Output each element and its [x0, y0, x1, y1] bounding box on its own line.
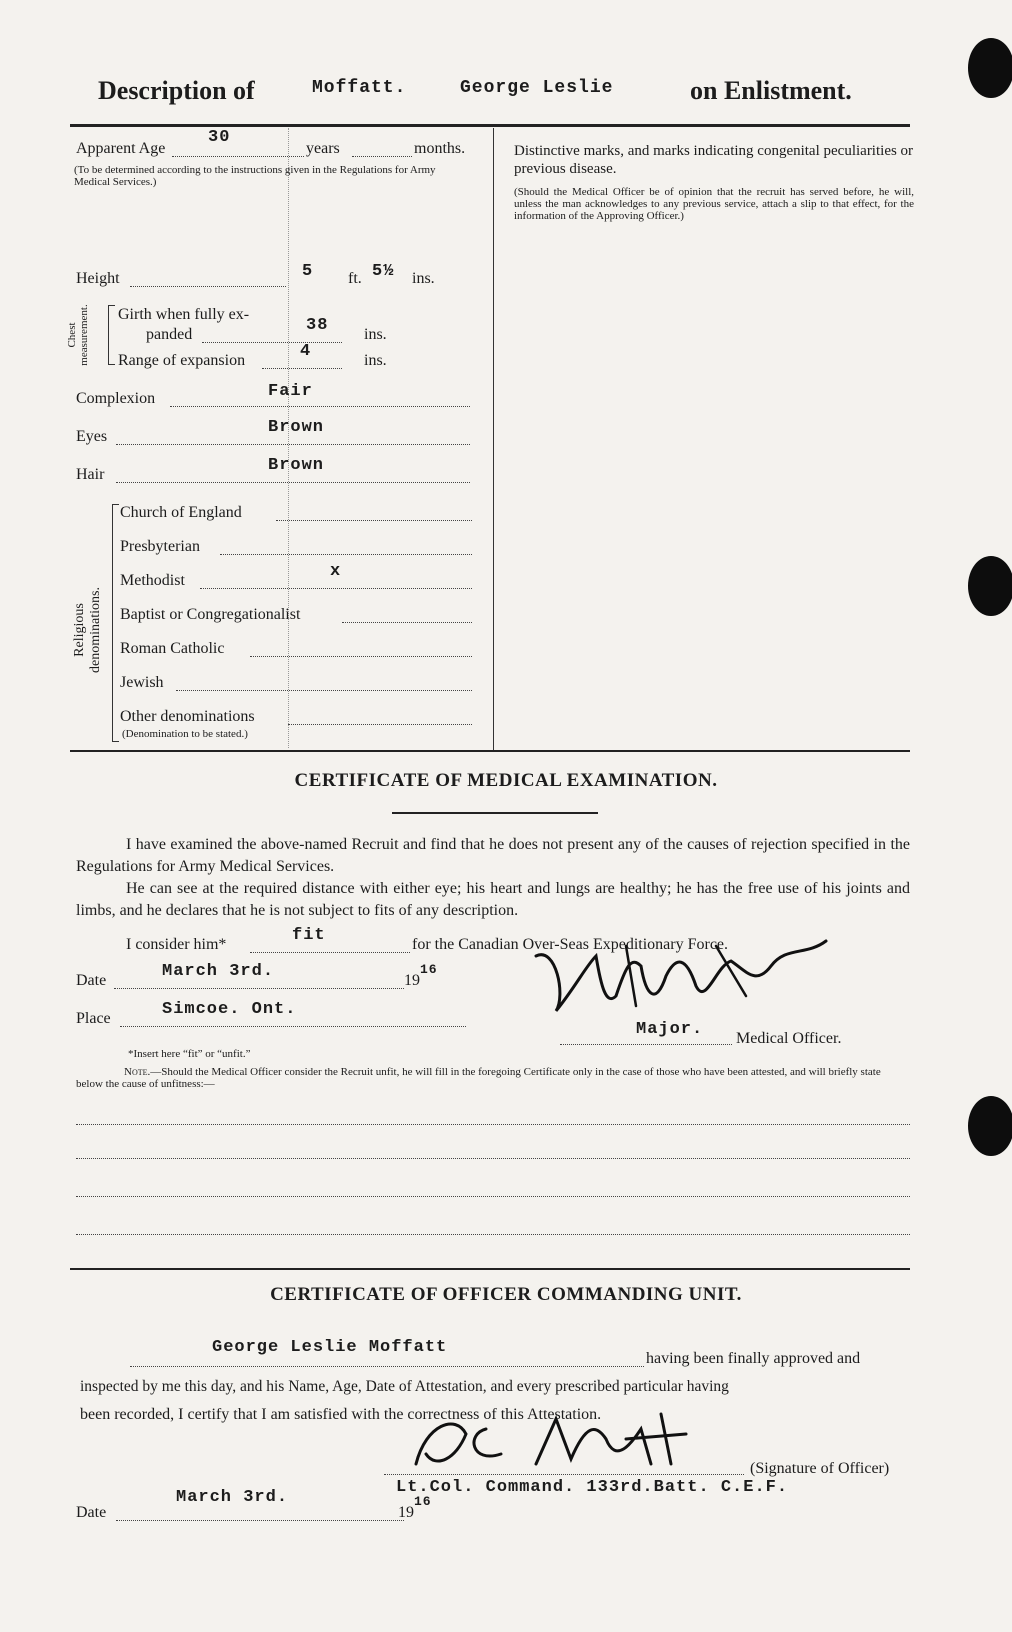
header-rule: [70, 124, 910, 127]
commanding-officer-title: Lt.Col. Command. 133rd.Batt. C.E.F.: [396, 1478, 789, 1497]
header-suffix: on Enlistment.: [690, 76, 852, 105]
denomination-note: (Denomination to be stated.): [122, 728, 248, 740]
punch-hole-top: [968, 38, 1012, 98]
years-label: years: [306, 140, 340, 157]
range-ins-label: ins.: [364, 352, 387, 369]
medical-date-dots: [114, 988, 404, 989]
medical-year-prefix: 19: [404, 972, 420, 989]
unfit-note: [76, 1066, 910, 1090]
commanding-officer-signature: [396, 1404, 716, 1484]
girth-dots: [202, 342, 342, 343]
header-surname: Moffatt.: [312, 78, 407, 98]
medical-para-2: He can see at the required distance with either eye; his heart and lungs are healthy; he has the free use of his joints and limbs, and he declares that he is not subject to fits of any description.: [76, 880, 910, 919]
punch-hole-middle: [968, 556, 1012, 616]
hair-value: Brown: [268, 456, 325, 475]
header-prefix: Description of: [98, 76, 255, 105]
religion-dots: [288, 724, 472, 725]
for-force-label: for the Canadian Over-Seas Expeditionary Force.: [412, 936, 729, 953]
recruit-name-value: George Leslie Moffatt: [212, 1338, 448, 1357]
range-value: 4: [300, 342, 312, 361]
range-dots: [262, 368, 342, 369]
complexion-dots: [170, 406, 470, 407]
signature-label: (Signature of Officer): [750, 1460, 890, 1477]
apparent-age-label: Apparent Age: [76, 140, 166, 157]
place-value: Simcoe. Ont.: [162, 1000, 297, 1019]
commanding-year-value: 16: [414, 1494, 432, 1509]
insert-note: *Insert here “fit” or “unfit.”: [128, 1048, 251, 1060]
commanding-year-prefix: 19: [398, 1504, 414, 1521]
complexion-value: Fair: [268, 382, 313, 401]
religion-side-label: Religious denominations.: [72, 587, 103, 673]
section-rule: [70, 1268, 910, 1270]
religion-dots: [250, 656, 472, 657]
religion-dots: [342, 622, 472, 623]
punch-hole-lower: [968, 1096, 1012, 1156]
chest-bracket: [108, 305, 115, 365]
complexion-label: Complexion: [76, 390, 156, 407]
medical-officer-label: Medical Officer.: [736, 1030, 842, 1047]
height-dots: [130, 286, 286, 287]
medical-officer-signature: [516, 926, 846, 1026]
note-label: Note.: [124, 1066, 151, 1078]
medical-title-underline: [392, 812, 598, 814]
eyes-value: Brown: [268, 418, 325, 437]
religion-dots: [276, 520, 472, 521]
unfitness-line: [76, 1124, 910, 1125]
age-value: 30: [208, 128, 231, 147]
recruit-name-dots: [130, 1366, 644, 1367]
hair-label: Hair: [76, 466, 105, 483]
girth-value: 38: [306, 316, 329, 335]
religion-item: Roman Catholic: [120, 640, 225, 657]
commanding-text-2: inspected by me this day, and his Name, Age, Date of Attestation, and every prescribed particular having: [80, 1378, 729, 1395]
section-rule: [70, 750, 910, 752]
distinctive-marks-heading: Distinctive marks, and marks indicating congenital peculiarities or previous disease.: [514, 143, 914, 177]
age-dots: [172, 156, 304, 157]
fit-value: fit: [292, 926, 326, 945]
commanding-certificate-title: CERTIFICATE OF OFFICER COMMANDING UNIT.: [270, 1284, 742, 1305]
religion-dots: [176, 690, 472, 691]
medical-date-value: March 3rd.: [162, 962, 275, 981]
officer-dots: [560, 1044, 732, 1045]
religion-item: Church of England: [120, 504, 242, 521]
religion-item: Methodist: [120, 572, 185, 589]
commanding-date-label: Date: [76, 1504, 107, 1521]
chest-label: Chest measurement.: [66, 304, 90, 366]
height-ft-value: 5: [302, 262, 314, 281]
unfitness-line: [76, 1234, 910, 1235]
column-divider: [493, 128, 494, 750]
unfitness-line: [76, 1196, 910, 1197]
girth-label-2: panded: [146, 326, 193, 343]
distinctive-marks-note: (Should the Medical Officer be of opinion that the recruit has served before, he will, unless the man acknowledges to any previous service, attach a slip to that effect, for the information of the Approving Officer.): [514, 186, 914, 222]
place-dots: [120, 1026, 466, 1027]
header-given-names: George Leslie: [460, 78, 614, 98]
consider-label: I consider him*: [126, 936, 227, 953]
months-label: months.: [414, 140, 466, 157]
religion-item: Presbyterian: [120, 538, 200, 555]
eyes-label: Eyes: [76, 428, 108, 445]
medical-officer-rank: Major.: [636, 1020, 704, 1039]
medical-year-value: 16: [420, 962, 438, 977]
commanding-text-3: been recorded, I certify that I am satisfied with the correctness of this Attestation.: [80, 1406, 602, 1423]
age-note: (To be determined according to the instructions given in the Regulations for Army Medical Services.): [74, 164, 436, 188]
signature-dots: [384, 1474, 744, 1475]
religion-dots: [200, 588, 472, 589]
fit-dots: [250, 952, 410, 953]
religion-bracket: [112, 504, 119, 742]
religion-item: Jewish: [120, 674, 164, 691]
medical-certificate-title: CERTIFICATE OF MEDICAL EXAMINATION.: [294, 770, 718, 791]
note-text: —Should the Medical Officer consider the Recruit unfit, he will fill in the foregoing Certificate only in the case of those who have been attested, and will briefly state below the cause of unfitness:—: [76, 1066, 881, 1090]
months-dots: [352, 156, 412, 157]
religion-item: Other denominations: [120, 708, 255, 725]
ins-label: ins.: [412, 270, 435, 287]
hair-dots: [116, 482, 470, 483]
commanding-text-1: having been finally approved and: [646, 1350, 861, 1367]
religion-item: Baptist or Congregationalist: [120, 606, 301, 623]
commanding-date-dots: [116, 1520, 404, 1521]
height-in-value: 5½: [372, 262, 395, 281]
religion-dots: [220, 554, 472, 555]
place-label: Place: [76, 1010, 111, 1027]
girth-label-1: Girth when fully ex-: [118, 306, 250, 323]
range-label: Range of expansion: [118, 352, 246, 369]
height-label: Height: [76, 270, 120, 287]
commanding-date-value: March 3rd.: [176, 1488, 289, 1507]
value-column-divider: [288, 128, 289, 748]
eyes-dots: [116, 444, 470, 445]
ft-label: ft.: [348, 270, 362, 287]
medical-date-label: Date: [76, 972, 107, 989]
unfitness-line: [76, 1158, 910, 1159]
medical-para-1: I have examined the above-named Recruit and find that he does not present any of the causes of rejection specified in the Regulations for Army Medical Services.: [76, 836, 910, 875]
girth-ins-label: ins.: [364, 326, 387, 343]
methodist-mark: x: [330, 562, 342, 581]
